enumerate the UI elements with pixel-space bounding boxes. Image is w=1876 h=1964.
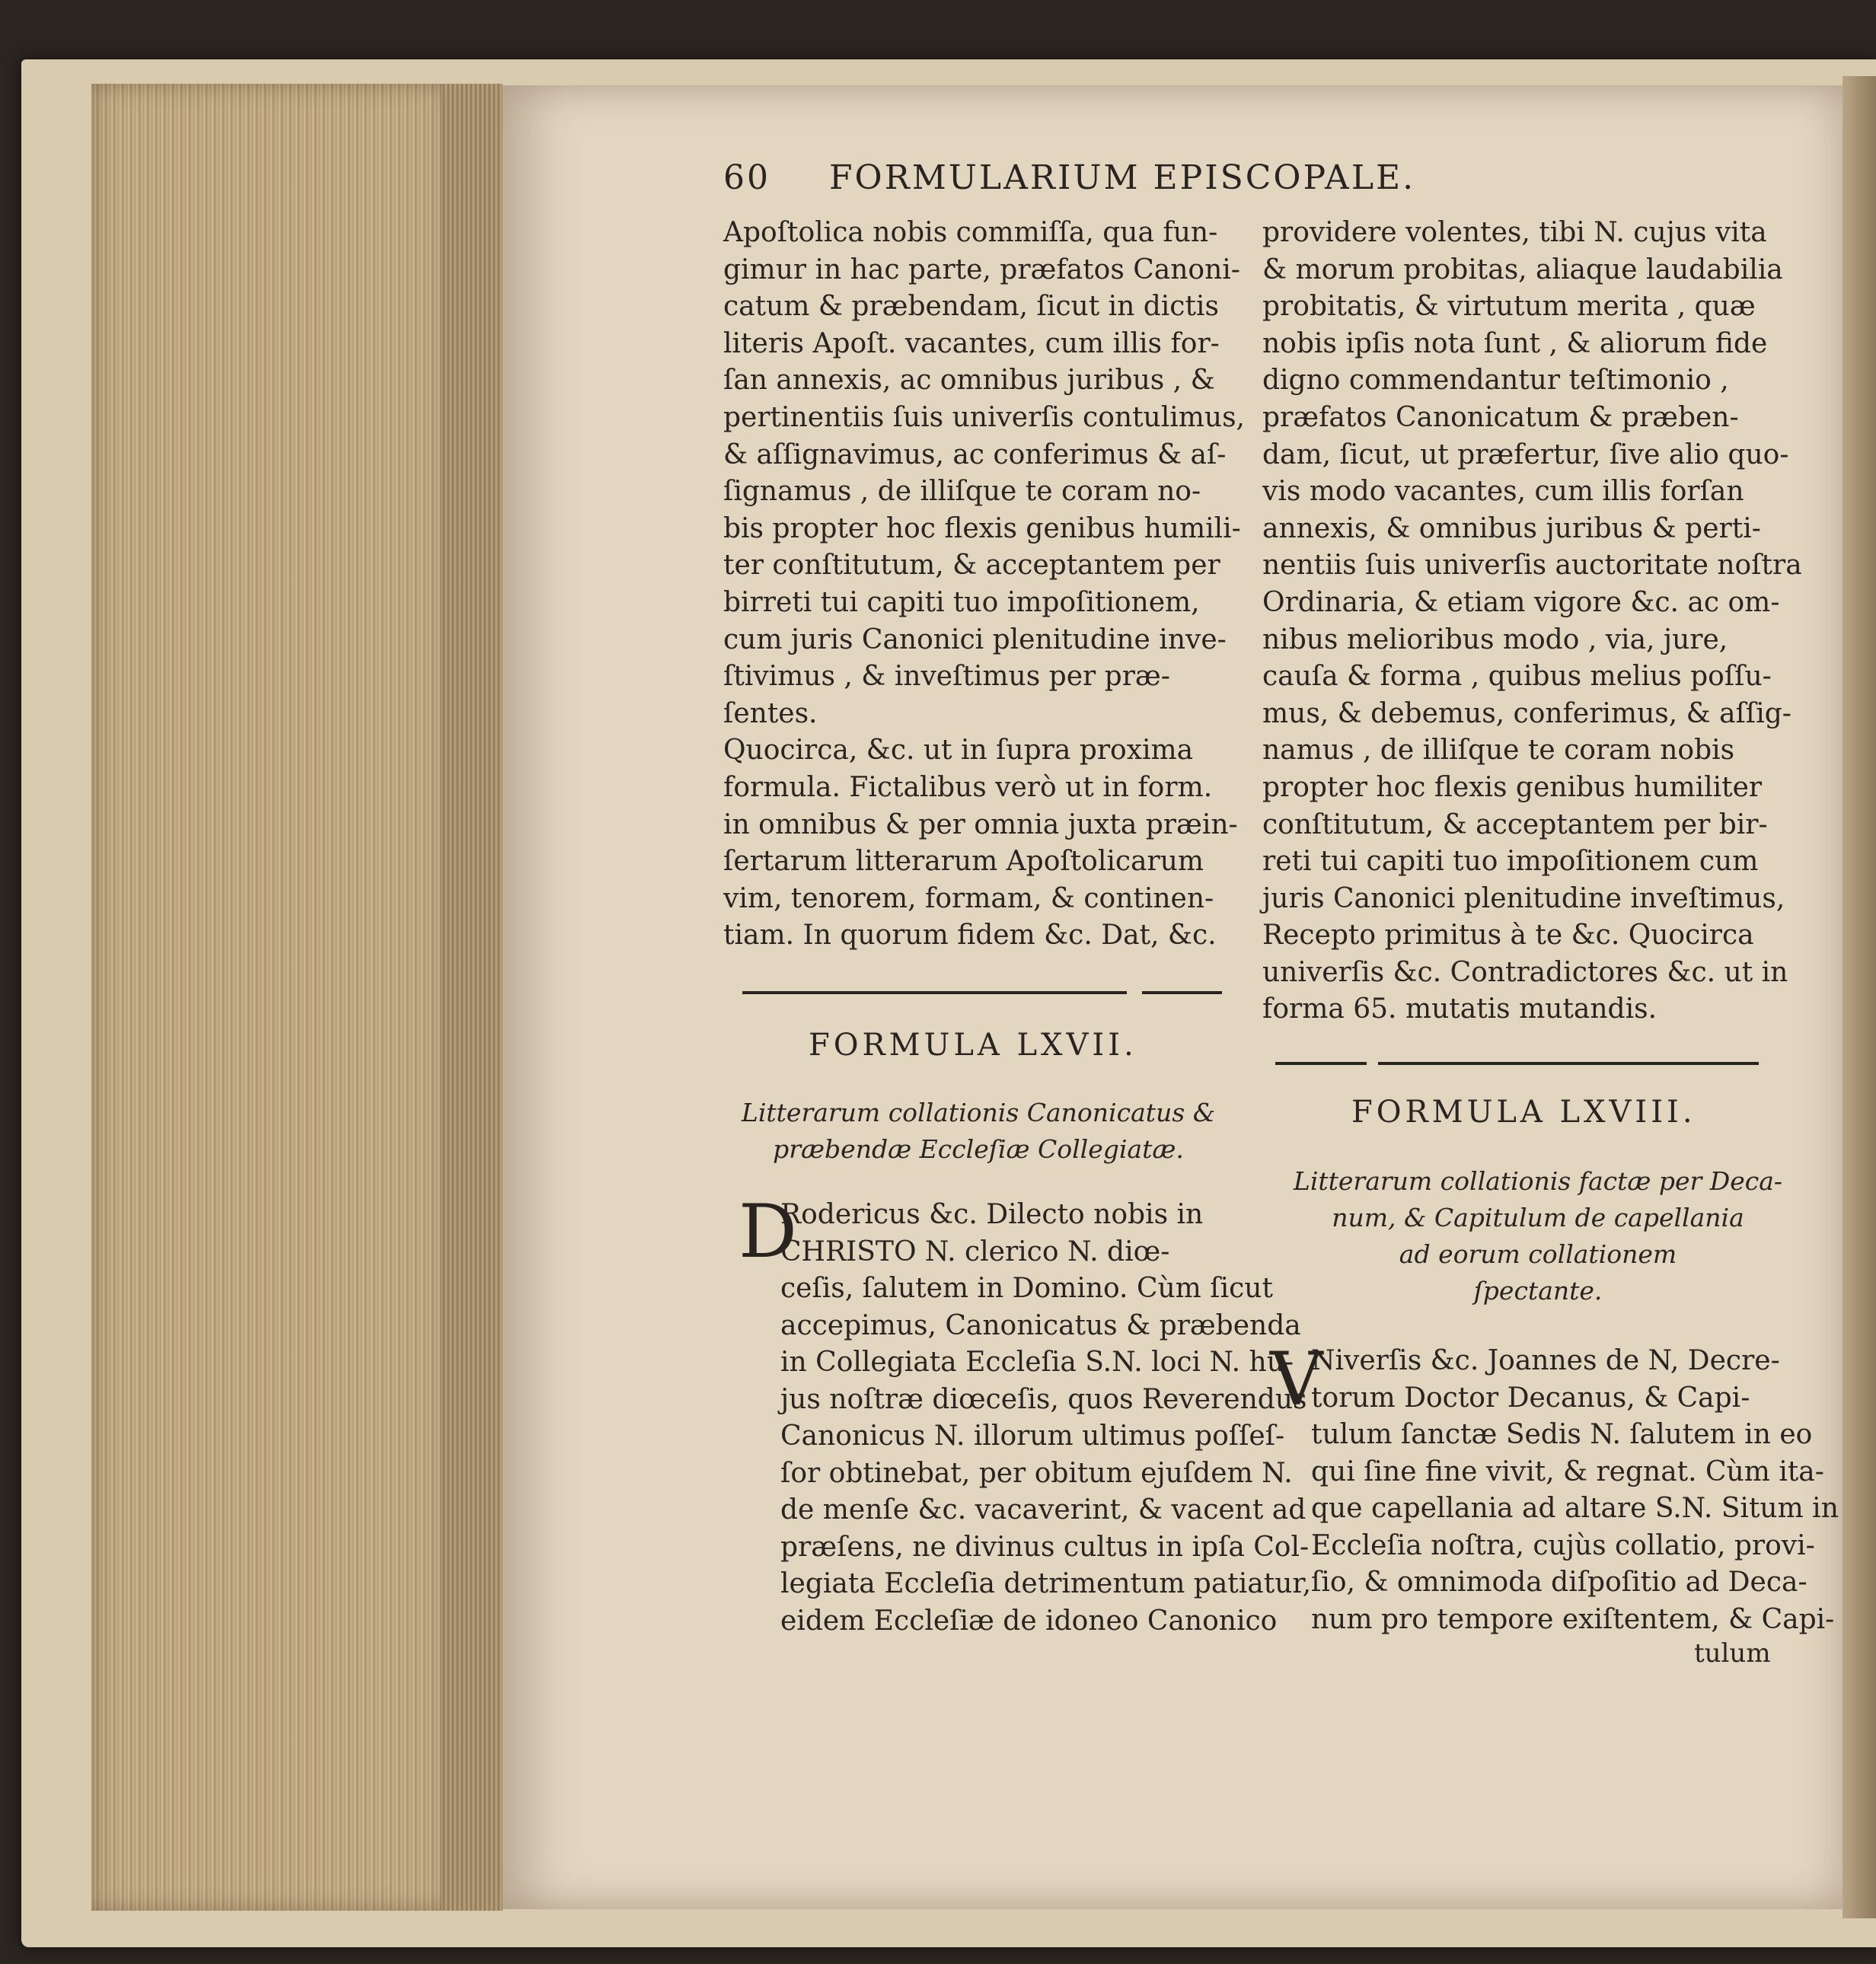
running-title: FORMULARIUM EPISCOPALE. — [829, 158, 1416, 197]
text-line: propter hoc flexis genibus humiliter — [1262, 771, 1763, 803]
text-line: Recepto primitus à te &c. Quocirca — [1262, 920, 1754, 952]
formula-68-subtitle-1: Litterarum collationis factæ per Deca- — [1293, 1166, 1783, 1196]
text-line: Niverſis &c. Joannes de N, Decre- — [1311, 1345, 1780, 1376]
running-header — [723, 158, 1561, 197]
text-line: catum & præbendam, ſicut in dictis — [723, 291, 1219, 323]
text-line: num pro tempore exiſtentem, & Capi- — [1311, 1603, 1835, 1635]
text-line: dam, ſicut, ut præfertur, ſive alio quo- — [1262, 438, 1789, 470]
text-line: digno commendantur teſtimonio , — [1262, 365, 1729, 397]
rule-right-a — [1275, 1062, 1367, 1065]
text-line: providere volentes, tibi N. cujus vita — [1262, 217, 1767, 248]
text-line: probitatis, & virtutum merita , quæ — [1262, 291, 1756, 323]
text-line: præfatos Canonicatum & præben- — [1262, 401, 1739, 433]
text-line: & morum probitas, aliaque laudabilia — [1262, 253, 1783, 285]
text-line: namus , de illiſque te coram nobis — [1262, 735, 1735, 767]
text-line: Ordinaria, & etiam vigore &c. ac om- — [1262, 586, 1780, 618]
text-line: tiam. In quorum fidem &c. Dat, &c. — [723, 920, 1217, 952]
formula-68-body — [1311, 1343, 1839, 1638]
text-line: vis modo vacantes, cum illis forſan — [1262, 476, 1744, 508]
text-line: Eccleſia noſtra, cujùs collatio, provi- — [1311, 1529, 1815, 1561]
formula-68-subtitle-3: ad eorum collationem — [1399, 1239, 1677, 1269]
formula-67-subtitle-1: Litterarum collationis Canonicatus & — [741, 1098, 1216, 1127]
text-line: nibus melioribus modo , via, jure, — [1262, 623, 1728, 655]
formula-67-body — [780, 1197, 1312, 1640]
text-line: legiata Eccleſia detrimentum patiatur, — [780, 1568, 1312, 1599]
text-line: cum juris Canonici plenitudine inve- — [723, 623, 1227, 655]
text-line: ceſis, ſalutem in Domino. Cùm ſicut — [780, 1273, 1273, 1304]
text-line: ſtivimus , & inveſtimus per præ- — [723, 661, 1170, 693]
text-line: qui ſine fine vivit, & regnat. Cùm ita- — [1311, 1455, 1824, 1487]
text-line: jus noſtræ diœceſis, quos Reverendus — [780, 1383, 1307, 1415]
text-line: ſio, & omnimoda diſpoſitio ad Deca- — [1311, 1567, 1807, 1598]
text-line: ſan annexis, ac omnibus juribus , & — [723, 365, 1215, 397]
text-line: conſtitutum, & acceptantem per bir- — [1262, 808, 1768, 840]
text-line: Rodericus &c. Dilecto nobis in — [780, 1199, 1204, 1230]
text-line: juris Canonici plenitudine inveſtimus, — [1262, 882, 1785, 914]
formula-68-drop-cap: V — [1270, 1337, 1323, 1422]
formula-67-subtitle-2: præbendæ Eccleſiæ Collegiatæ. — [773, 1134, 1184, 1164]
gutter-edges — [442, 84, 502, 1911]
text-line: ter conſtitutum, & acceptantem per — [723, 550, 1220, 582]
text-line: que capellania ad altare S.N. Situm in — [1311, 1493, 1839, 1524]
text-line: in Collegiata Eccleſia S.N. loci N. hu- — [780, 1347, 1294, 1378]
text-line: gimur in hac parte, præfatos Canoni- — [723, 253, 1240, 285]
formula-68-subtitle-2: num, & Capitulum de capellania — [1332, 1203, 1744, 1232]
formula-67-heading: FORMULA LXVII. — [809, 1028, 1137, 1063]
text-line: birreti tui capiti tuo impoſitionem, — [723, 586, 1200, 618]
text-line: CHRISTO N. clerico N. diœ- — [780, 1235, 1170, 1267]
text-line: ſentes. — [723, 697, 818, 729]
text-line: Canonicus N. illorum ultimus poſſeſ- — [780, 1420, 1285, 1452]
text-line: Quocirca, &c. ut in ſupra proxima — [723, 735, 1194, 767]
text-line: mus, & debemus, conferimus, & aſſig- — [1262, 697, 1791, 729]
formula-68-heading: FORMULA LXVIII. — [1351, 1095, 1696, 1130]
rule-right-b — [1378, 1062, 1759, 1065]
text-line: Apoſtolica nobis commiſſa, qua fun- — [723, 217, 1218, 248]
text-line: pertinentiis ſuis univerſis contulimus, — [723, 401, 1246, 433]
text-line: cauſa & forma , quibus melius poſſu- — [1262, 661, 1772, 693]
text-line: torum Doctor Decanus, & Capi- — [1311, 1382, 1750, 1414]
page-number: 60 — [723, 158, 770, 197]
text-line: univerſis &c. Contradictores &c. ut in — [1262, 956, 1788, 988]
text-line: in omnibus & per omnia juxta præin- — [723, 808, 1238, 840]
text-line: ſor obtinebat, per obitum ejuſdem N. — [780, 1457, 1293, 1489]
text-line: vim, tenorem, formam, & continen- — [723, 882, 1214, 914]
page-edges — [91, 84, 449, 1911]
text-line: reti tui capiti tuo impoſitionem cum — [1262, 846, 1759, 878]
text-line: ſertarum litterarum Apoſtolicarum — [723, 846, 1204, 878]
text-line: ſignamus , de illiſque te coram no- — [723, 476, 1201, 508]
text-line: & aſſignavimus, ac conferimus & aſ- — [723, 438, 1227, 470]
text-line: bis propter hoc flexis genibus humili- — [723, 512, 1241, 544]
text-line: literis Apoſt. vacantes, cum illis for- — [723, 327, 1220, 359]
text-line: nobis ipſis nota ſunt , & aliorum fide — [1262, 327, 1768, 359]
text-line: nentiis ſuis univerſis auctoritate noſtra — [1262, 550, 1802, 582]
text-line: tulum ſanctæ Sedis N. ſalutem in eo — [1311, 1419, 1813, 1450]
right-page-edge — [1842, 76, 1876, 1918]
text-line: annexis, & omnibus juribus & perti- — [1262, 512, 1761, 544]
right-column-text — [1262, 215, 1811, 1028]
text-line: præſens, ne divinus cultus in ipſa Col- — [780, 1531, 1310, 1563]
catchword: tulum — [1694, 1638, 1771, 1669]
rule-left-b — [1142, 991, 1222, 994]
text-line: de menſe &c. vacaverint, & vacent ad — [780, 1494, 1306, 1526]
text-line: eidem Eccleſiæ de idoneo Canonico — [780, 1605, 1278, 1637]
text-line: formula. Fictalibus verò ut in form. — [723, 771, 1213, 803]
text-line: accepimus, Canonicatus & præbenda — [780, 1309, 1301, 1341]
rule-left-a — [742, 991, 1127, 994]
formula-67-drop-cap: D — [739, 1189, 797, 1274]
left-column-text — [723, 215, 1246, 955]
formula-68-subtitle-4: ſpectante. — [1473, 1276, 1603, 1306]
text-line: forma 65. mutatis mutandis. — [1262, 993, 1657, 1025]
